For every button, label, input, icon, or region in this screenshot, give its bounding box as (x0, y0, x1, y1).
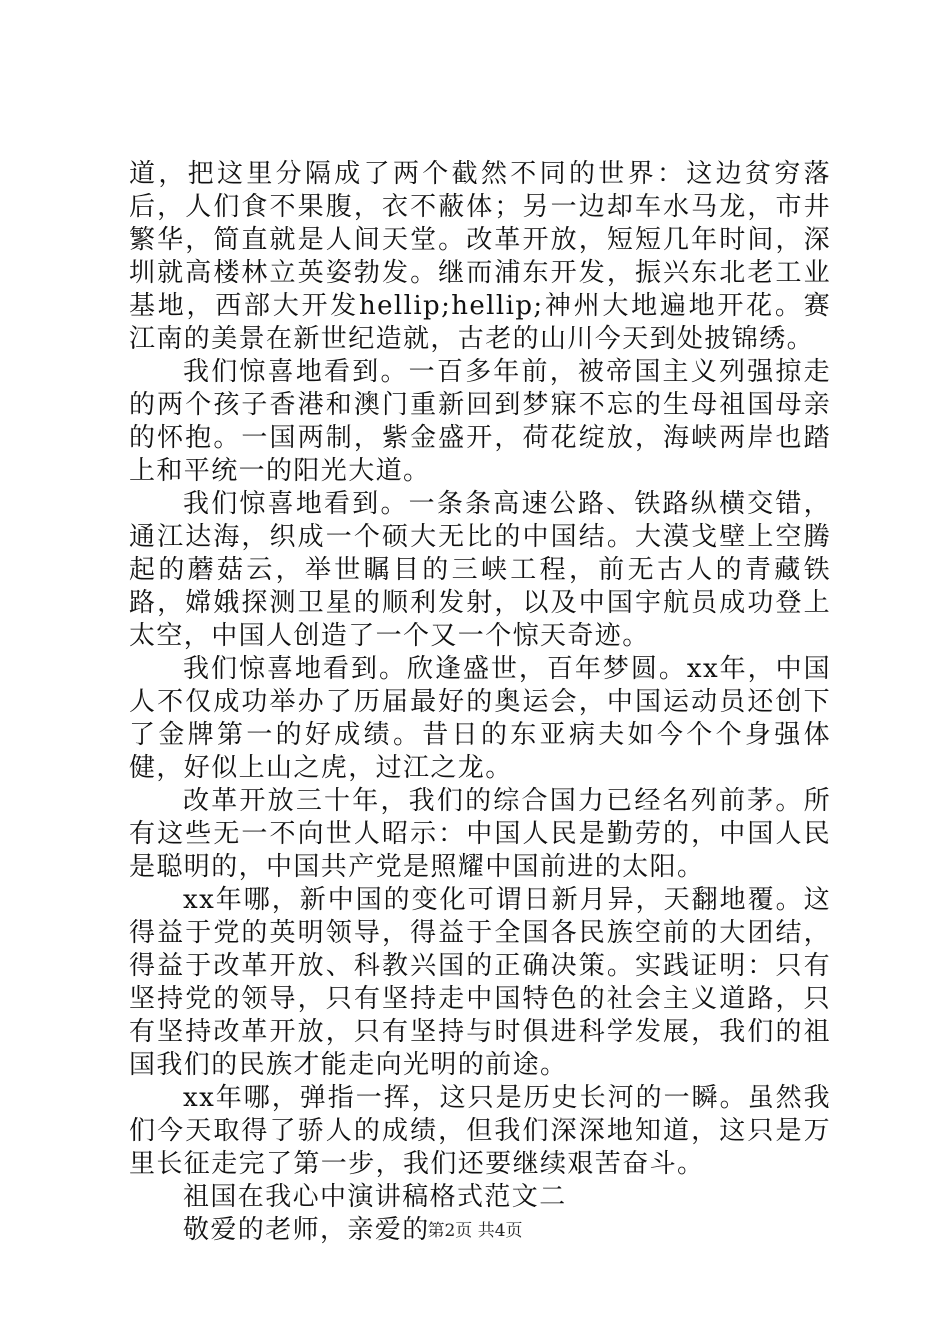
salutation: 敬爱的老师，亲爱的 (183, 1215, 430, 1245)
paragraph-3: 我们惊喜地看到。一条条高速公路、铁路纵横交错，通江达海，织成一个硕大无比的中国结。大漠戈壁上空腾起的蘑菇云，举世瞩目的三峡工程，前无古人的青藏铁路，嫦娥探测卫星的顺利发射，以及中国宇航员成功登上太空，中国人创造了一个又一个惊天奇迹。 (129, 489, 831, 651)
paragraph-4: 我们惊喜地看到。欣逢盛世，百年梦圆。xx年，中国人不仅成功举办了历届最好的奥运会，中国运动员还创下了金牌第一的好成绩。昔日的东亚病夫如今个个身强体健，好似上山之虎，过江之龙。 (129, 654, 831, 783)
paragraph-7: xx年哪，弹指一挥，这只是历史长河的一瞬。虽然我们今天取得了骄人的成绩，但我们深深地知道，这只是万里长征走完了第一步，我们还要继续艰苦奋斗。 (129, 1083, 831, 1179)
page-footer: 第2页 共4页 (427, 1221, 523, 1241)
section-heading: 祖国在我心中演讲稿格式范文二 (183, 1182, 567, 1212)
paragraph-6: xx年哪，新中国的变化可谓日新月异，天翻地覆。这得益于党的英明领导，得益于全国各民族空前的大团结，得益于改革开放、科教兴国的正确决策。实践证明：只有坚持党的领导，只有坚持走中国特色的社会主义道路，只有坚持改革开放，只有坚持与时俱进科学发展，我们的祖国我们的民族才能走向光明的前途。 (129, 885, 831, 1080)
paragraph-5: 改革开放三十年，我们的综合国力已经名列前茅。所有这些无一不向世人昭示：中国人民是勤劳的，中国人民是聪明的，中国共产党是照耀中国前进的太阳。 (129, 786, 831, 882)
paragraph-1: 道，把这里分隔成了两个截然不同的世界：这边贫穷落后，人们食不果腹，衣不蔽体；另一边却车水马龙，市井繁华，简直就是人间天堂。改革开放，短短几年时间，深圳就高楼林立英姿勃发。继而浦东开发，振兴东北老工业基地，西部大开发hellip;hellip;神州大地遍地开花。赛江南的美景在新世纪造就，古老的山川今天到处披锦绣。 (129, 159, 831, 354)
document-body (129, 158, 831, 1247)
paragraph-2: 我们惊喜地看到。一百多年前，被帝国主义列强掠走的两个孩子香港和澳门重新回到梦寐不忘的生母祖国母亲的怀抱。一国两制，紫金盛开，荷花绽放，海峡两岸也踏上和平统一的阳光大道。 (129, 357, 831, 486)
